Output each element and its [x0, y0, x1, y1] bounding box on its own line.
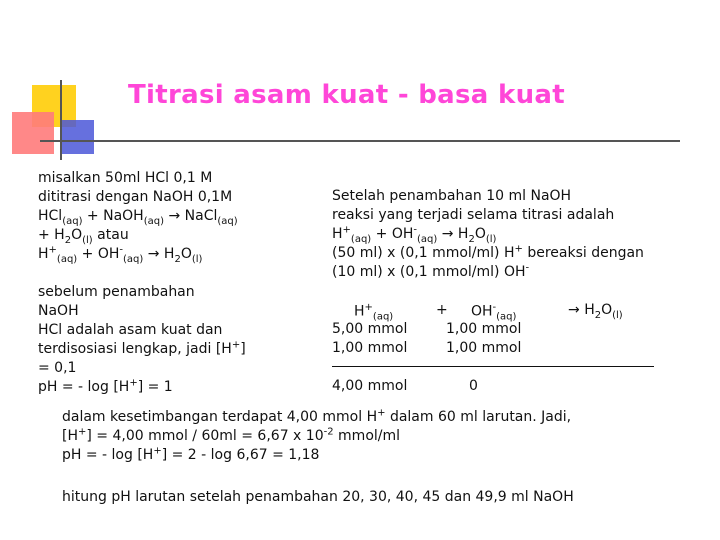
equation-line: HCl$_{(aq)}$ + NaOH$_{(aq)}$ → NaCl$_{(aq)}$ [38, 208, 238, 227]
intro-line: misalkan 50ml HCl 0,1 M [38, 170, 213, 186]
text-line: pH = - log [H+] = 2 - log 6,67 = 1,18 [62, 445, 320, 463]
before-addition-text [38, 283, 246, 397]
equation-line: $H^+_{(aq)} + OH^-_{(aq)} \to H_2O_{(l)}$ [332, 224, 497, 245]
title-underline [40, 140, 680, 142]
text-line: [H+] = 4,00 mmol / 60ml = 6,67 x $10^{-2}$ mmol/ml [62, 426, 401, 444]
intro-line: dititrasi dengan NaOH 0,1M [38, 189, 233, 205]
table-cell: 1,00 mmol [332, 340, 408, 356]
text-line: pH = - log [H+] = 1 [38, 377, 173, 395]
decor-vertical-line [60, 80, 62, 160]
text-line: sebelum penambahan [38, 284, 195, 300]
table-header-water: → $H_2O_{(l)}$ [568, 302, 623, 321]
text-line: reaksi yang terjadi selama titrasi adalah [332, 207, 615, 223]
intro-text [38, 169, 238, 264]
slide-title: Titrasi asam kuat - basa kuat [128, 80, 565, 110]
decor-square-red [12, 112, 54, 154]
text-line: (50 ml) x (0,1 mmol/ml) H+ bereaksi dengan [332, 243, 644, 261]
decor-square-blue [60, 120, 94, 154]
text-line: HCl adalah asam kuat dan [38, 322, 223, 338]
text-line: (10 ml) x (0,1 mmol/ml) OH- [332, 262, 530, 280]
table-cell: 0 [469, 378, 478, 394]
text-line: terdisosiasi lengkap, jadi [H+] [38, 339, 246, 357]
equation-line: + $H_2O_{(l)}$ atau [38, 227, 129, 246]
text-line: = 0,1 [38, 360, 77, 376]
after-addition-text [332, 187, 644, 282]
table-cell: 5,00 mmol [332, 321, 408, 337]
table-divider [332, 366, 654, 367]
table-cell: 4,00 mmol [332, 378, 408, 394]
table-cell: 1,00 mmol [446, 321, 522, 337]
table-header-h-plus: $H^+_{(aq)}$ [354, 302, 394, 323]
exercise-text: hitung pH larutan setelah penambahan 20, 30, 40, 45 dan 49,9 ml NaOH [62, 489, 574, 505]
table-cell: 1,00 mmol [446, 340, 522, 356]
text-line: dalam kesetimbangan terdapat 4,00 mmol H+ dalam 60 ml larutan. Jadi, [62, 407, 572, 425]
table-header-oh-minus: $OH^-_{(aq)}$ [471, 302, 517, 323]
equation-line: $H^+_{(aq)} + OH^-_{(aq)} \to H_2O_{(l)}$ [38, 244, 203, 265]
text-line: NaOH [38, 303, 79, 319]
table-header-plus: + [436, 302, 448, 318]
equilibrium-text [62, 408, 571, 465]
text-line: Setelah penambahan 10 ml NaOH [332, 188, 572, 204]
